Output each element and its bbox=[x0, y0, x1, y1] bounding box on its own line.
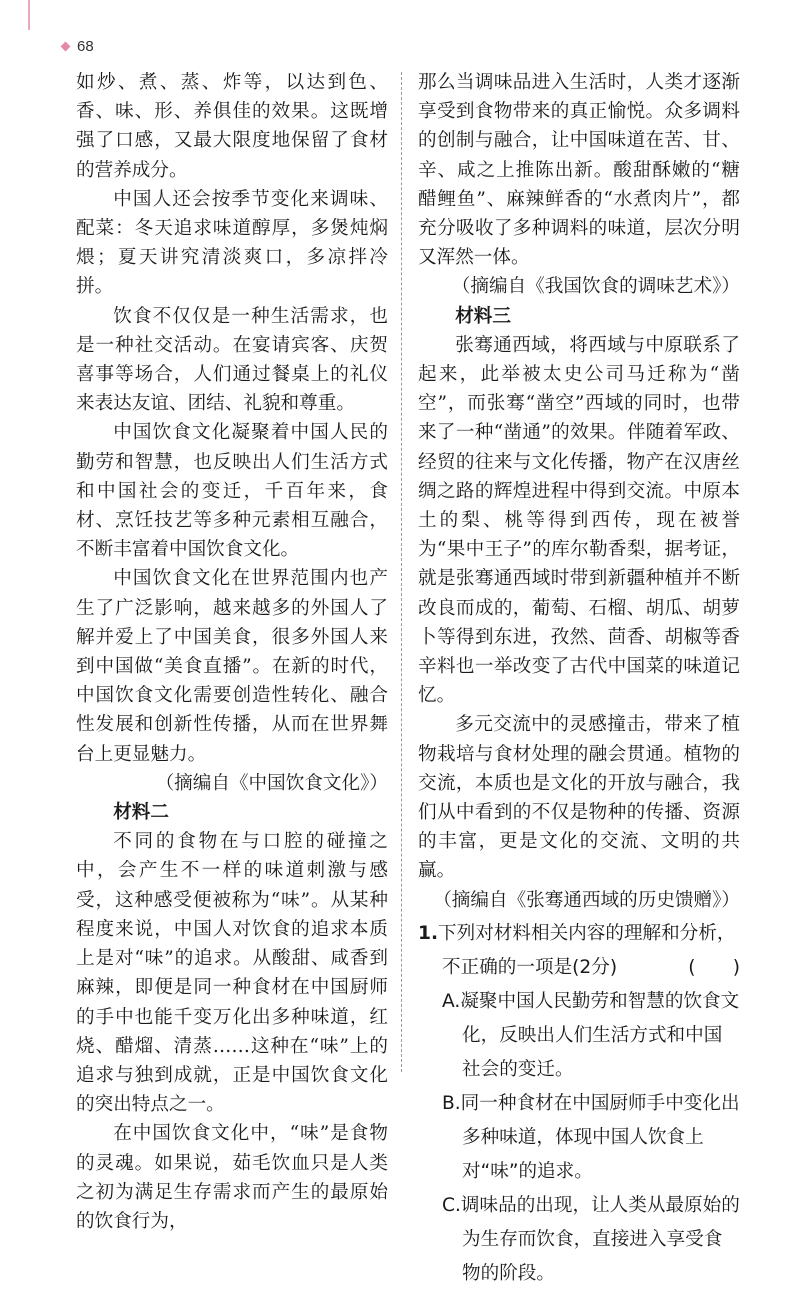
question-text: 下列对材料相关内容的理解和分析，不正确的一项是(2分) bbox=[438, 922, 736, 978]
paragraph: 那么当调味品进入生活时，人类才逐渐享受到食物带来的真正愉悦。众多调料的创制与融合，让中国味道在苦、甘、辛、咸之上推陈出新。酸甜酥嫩的“糖醋鲤鱼”、麻辣鲜香的“水煮肉片”，都充分吸收了多种调料的味道，层次分明又浑然一体。 bbox=[418, 72, 740, 269]
page-number: 68 bbox=[77, 38, 94, 55]
question-1 bbox=[418, 917, 740, 1291]
question-stem bbox=[418, 917, 740, 985]
paragraph: 张骞通西域，将西域与中原联系了起来，此举被太史公司马迁称为“凿空”，而张骞“凿空”西域的同时，也带来了一种“凿通”的效果。伴随着军政、经贸的往来与文化传播，物产在汉唐丝绸之路的辉煌进程中得到交流。中原本土的梨、桃等得到西传，现在被誉为“果中王子”的库尔勒香梨，据考证，就是张骞通西域时带到新疆种植并不断改良而成的，葡萄、石榴、胡瓜、胡萝卜等得到东进，孜然、茴香、胡椒等香辛料也一举改变了古代中国菜的味道记忆。 bbox=[418, 334, 740, 707]
column-divider bbox=[401, 72, 402, 1072]
paragraph: 中国饮食文化在世界范围内也产生了广泛影响，越来越多的外国人了解并爱上了中国美食，很多外国人来到中国做“美食直播”。在新的时代，中国饮食文化需要创造性转化、融合性发展和创新性传播，从而在世界舞台上更显魅力。 bbox=[76, 568, 388, 765]
option-text: 凝聚中国人民勤劳和智慧的饮食文化，反映出人们生活方式和中国社会的变迁。 bbox=[460, 990, 740, 1080]
paragraph: 中国人还会按季节变化来调味、配菜：冬天追求味道醇厚，多煲炖焖煨；夏天讲究清淡爽口，多凉拌冷拼。 bbox=[76, 188, 388, 298]
source-citation: （摘编自《我国饮食的调味艺术》） bbox=[451, 276, 740, 298]
option-a[interactable] bbox=[418, 985, 740, 1087]
paragraph: 饮食不仅仅是一种生活需求，也是一种社交活动。在宴请宾客、庆贺喜事等场合，人们通过餐桌上的礼仪来表达友谊、团结、礼貌和尊重。 bbox=[76, 305, 388, 415]
option-b[interactable] bbox=[418, 1087, 740, 1189]
left-column bbox=[76, 68, 388, 1236]
paragraph: 多元交流中的灵感撞击，带来了植物栽培与食材处理的融会贯通。植物的交流，本质也是文化的开放与融合，我们从中看到的不仅是物种的传播、资源的丰富，更是文化的交流、文明的共赢。 bbox=[418, 714, 740, 882]
page-header bbox=[62, 38, 94, 55]
question-number: 1. bbox=[418, 922, 439, 944]
paragraph: 在中国饮食文化中，“味”是食物的灵魂。如果说，茹毛饮血只是人类之初为满足生存需求而产生的最原始的饮食行为， bbox=[76, 1123, 388, 1232]
option-text: 同一种食材在中国厨师手中变化出多种味道，体现中国人饮食上对“味”的追求。 bbox=[460, 1092, 740, 1182]
top-edge-mark bbox=[28, 0, 30, 30]
source-citation: （摘编自《张骞通西域的历史馈赠》） bbox=[433, 889, 740, 911]
section-heading: 材料二 bbox=[113, 802, 169, 824]
paragraph: 中国饮食文化凝聚着中国人民的勤劳和智慧，也反映出人们生活方式和中国社会的变迁，千百年来，食材、烹饪技艺等多种元素相互融合，不断丰富着中国饮食文化。 bbox=[76, 422, 388, 561]
paragraph: 不同的食物在与口腔的碰撞之中，会产生不一样的味道刺激与感受，这种感受便被称为“味”。从某种程度来说，中国人对饮食的追求本质上是对“味”的追求。从酸甜、咸香到麻辣，即便是同一种食材在中国厨师的手中也能千变万化出多种味道，红烧、醋熘、清蒸……这种在“味”上的追求与独到成就，正是中国饮食文化的突出特点之一。 bbox=[76, 831, 388, 1116]
section-heading: 材料三 bbox=[455, 305, 511, 327]
option-c[interactable] bbox=[418, 1189, 740, 1291]
option-text: 调味品的出现，让人类从最原始的为生存而饮食，直接进入享受食物的阶段。 bbox=[460, 1194, 740, 1284]
option-label: C. bbox=[442, 1194, 461, 1216]
answer-blank[interactable]: ( ) bbox=[688, 956, 740, 978]
paragraph: 如炒、煮、蒸、炸等，以达到色、香、味、形、养俱佳的效果。这既增强了口感，又最大限度地保留了食材的营养成分。 bbox=[76, 72, 388, 181]
option-label: A. bbox=[442, 990, 461, 1012]
right-column bbox=[418, 68, 740, 1291]
option-label: B. bbox=[442, 1092, 461, 1114]
source-citation: （摘编自《中国饮食文化》） bbox=[155, 772, 388, 794]
diamond-icon bbox=[61, 42, 71, 52]
